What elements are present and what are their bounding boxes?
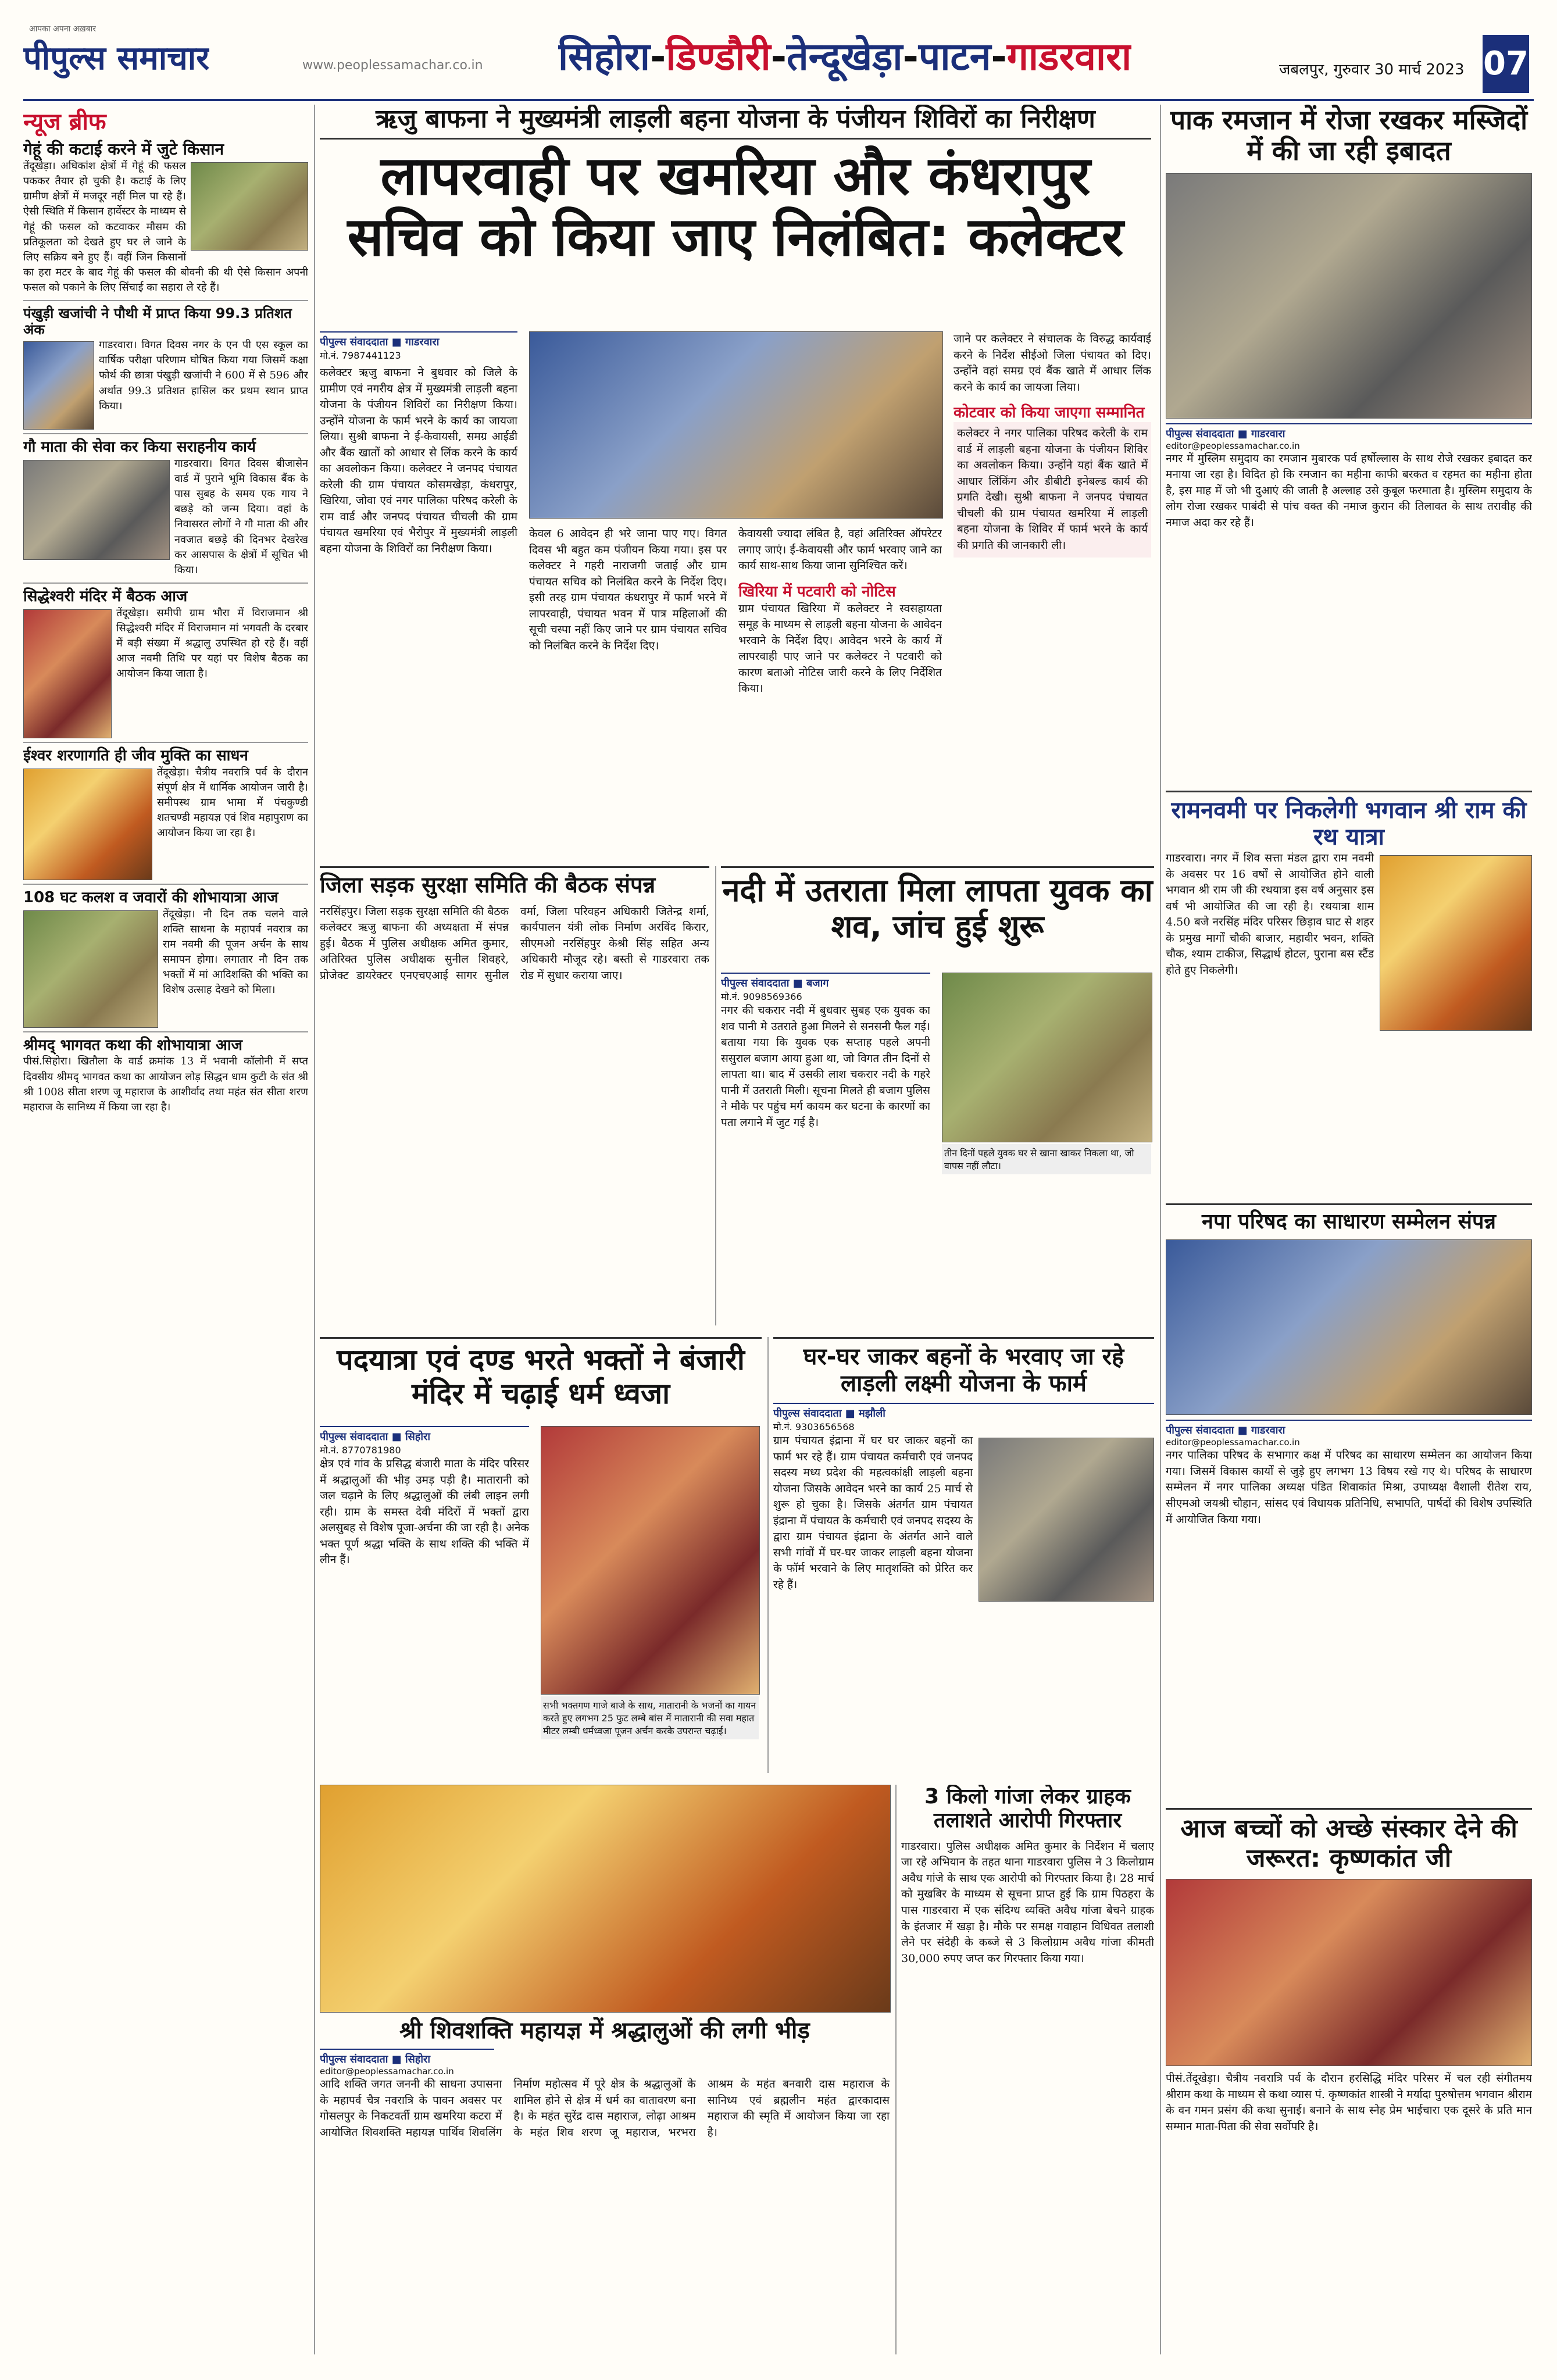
- sanskar-headline: आज बच्चों को अच्छे संस्कार देने की जरूरत: कृष्णकांत जी: [1180, 1814, 1517, 1873]
- yagya-photo: [23, 769, 152, 880]
- napa-story: [1166, 1203, 1532, 1804]
- website-url[interactable]: www.peoplessamachar.co.in: [302, 58, 483, 73]
- ladli-text: ग्राम पंचायत इंद्राना में घर घर जाकर बहनों का फार्म भर रहे हैं। ग्राम पंचायत कर्मचारी एवं जनपद सदस्य मध्य प्रदेश की महत्वकांक्षी लाड़ली बहना योजना जिसके आवेदन भरने का कार्य 25 मार्च से शुरू हो चुका है। जिसके अंतर्गत ग्राम पंचायत इंद्राना में पंचायत के कर्मचारी एवं जनपद सदस्य के द्वारा ग्राम पंचायत इंद्राना के अंतर्गत आने वाले सभी गांवों में घर-घर जाकर लाड़ली बहना योजना के फॉर्म भरवाने के लिए मातृशक्ति को प्रेरित कर रहे हैं।: [773, 1434, 973, 1591]
- brief-title: 108 घट कलश व जवारों की शोभायात्रा आज: [23, 888, 278, 906]
- brief-title: गौ माता की सेवा कर किया सराहनीय कार्य: [23, 438, 256, 456]
- brief-title: ईश्वर शरणागति ही जीव मुक्ति का साधन: [23, 746, 248, 764]
- napa-headline: नपा परिषद का साधारण सम्मेलन संपन्न: [1201, 1210, 1496, 1234]
- padyatra-byline: पीपुल्स संवाददाता ■ सिहोरा: [320, 1426, 529, 1443]
- ganja-story: [901, 1785, 1154, 2360]
- brief-text: गाडरवारा। विगत दिवस बीजासेन वार्ड में पुराने भूमि विकास बैंक के पास सुबह के समय एक गाय ने बछड़े को जन्म दिया। वहां के निवासरत लोगों ने गौ माता की और नवजात बछड़े की दिनभर देखरेख कर आसपास के क्षेत्रों में सूचित भी किया।: [174, 458, 308, 576]
- napa-byline: पीपुल्स संवाददाता ■ गाडरवारा: [1166, 1420, 1532, 1437]
- ramzan-story: [1166, 105, 1532, 773]
- river-photo: [942, 973, 1152, 1142]
- lead-text-3: केवायसी ज्यादा लंबित है, वहां अतिरिक्त ऑपरेटर लगाए जाएं। ई-केवायसी और फार्म भरवाए जाने का कार्य साथ-साथ किया जाना सुनिश्चित करें।: [738, 527, 942, 573]
- page-number: 07: [1483, 35, 1529, 93]
- place-dindori: डिण्डौरी: [666, 34, 771, 79]
- council-meeting-photo: [1166, 1239, 1532, 1415]
- place-patan: पाटन: [918, 34, 991, 79]
- collector-inspection-photo: [529, 331, 943, 519]
- padyatra-mobile: मो.नं. 8770781980: [320, 1445, 401, 1456]
- student-photo: [23, 341, 94, 430]
- place-gadarwara: गाडरवारा: [1006, 34, 1132, 79]
- river-body-headline: नदी में उतराता मिला लापता युवक का शव, जांच हुई शुरू: [722, 872, 1153, 945]
- farm-harvest-photo: [191, 162, 308, 251]
- padyatra-story: [320, 1337, 762, 1781]
- ramzan-byline: पीपुल्स संवाददाता ■ गाडरवारा: [1166, 423, 1532, 441]
- place-sihora: सिहोरा: [558, 34, 650, 79]
- ramnavami-headline: रामनवमी पर निकलेगी भगवान श्री राम की रथ यात्रा: [1171, 797, 1527, 850]
- lead-text-4: जाने पर कलेक्टर ने संचालक के विरुद्ध कार्यवाई करने के निर्देश सीईओ जिला पंचायत को दिए। उन्होंने वहां समग्र एवं बैंक खाते में आधार लिंक करने के कार्य का जायजा लिया।: [954, 333, 1151, 394]
- ram-katha-photo: [1166, 1879, 1532, 2066]
- napa-email[interactable]: editor@peoplessamachar.co.in: [1166, 1437, 1300, 1448]
- sanskar-story: [1166, 1808, 1532, 2362]
- shivshakti-email[interactable]: editor@peoplessamachar.co.in: [320, 2066, 454, 2077]
- napa-text: नगर पालिका परिषद के सभागार कक्ष में परिषद का साधारण सम्मेलन का आयोजन किया गया। जिसमें विकास कार्यों से जुड़े हुए लगभग 13 विषय रखे गए थे। परिषद के साधारण सम्मेलन में नगर पालिका अध्यक्ष पंडित शिवाकांत मिश्रा, उपाध्यक्ष वैशाली रीतेश राय, सीएमओ जयश्री चौहान, सांसद एवं विधायक प्रतिनिधि, सभापति, पार्षदों की विशेष उपस्थिति में आयोजित किया गया।: [1166, 1449, 1532, 1526]
- padyatra-headline: पदयात्रा एवं दण्ड भरते भक्तों ने बंजारी मंदिर में चढ़ाई धर्म ध्वजा: [337, 1343, 745, 1410]
- lead-mobile: मो.नं. 7987441123: [320, 350, 401, 361]
- form-filling-photo: [979, 1438, 1154, 1602]
- ramnavami-story: [1166, 791, 1532, 1199]
- road-safety-story: [320, 866, 709, 1333]
- place-tendukheda: तेन्दूखेड़ा: [787, 34, 903, 79]
- ramnavami-text: गाडरवारा। नगर में शिव सत्ता मंडल द्वारा राम नवमी के अवसर पर 16 वर्षों से आयोजित होने वाली भगवान श्री राम जी की रथयात्रा इस वर्ष अनुसार इस वर्ष भी आयोजित की जा रही है। रथयात्रा शाम 4.50 बजे नरसिंह मंदिर परिसर छिड़ाव घाट से शहर के प्रमुख मार्गों चौकी बाजार, महावीर भवन, शक्ति चौक, श्याम टाकीज, सिद्धार्थ होटल, पुराना बस स्टैंड होते हुए निकलेगी।: [1166, 852, 1374, 977]
- ladli-headline: घर-घर जाकर बहनों के भरवाए जा रहे लाड़ली लक्ष्मी योजना के फार्म: [803, 1343, 1124, 1397]
- masthead: [23, 23, 1534, 101]
- river-body-text: नगर की चकरार नदी में बुधवार सुबह एक युवक का शव पानी मे उतराते हुआ मिलने से सनसनी फैल गई। बताया गया कि युवक एक सप्ताह पहले अपनी ससुराल बजाग आया हुआ था, जो विगत तीन दिनों से लापता था। बाद में उसकी लाश चकरार नदी के गहरे पानी में उतराती मिली। सूचना मिलते ही बजाग पुलिस ने मौके पर पहुंच मर्ग कायम कर घटना के कारणों का पता लगाने में जुट गई है।: [721, 1004, 930, 1129]
- road-safety-text: नरसिंहपुर। जिला सड़क सुरक्षा समिति की बैठक कलेक्टर ऋजु बाफना की अध्यक्षता में संपन्न हुई। बैठक में पुलिस अधीक्षक अमित कुमार, अतिरिक्त पुलिस अधीक्षक सुनील शिवहरे, प्रोजेक्ट डायरेक्टर एनएचएआई सागर सुनील वर्मा, जिला परिवहन अधिकारी जितेन्द्र शर्मा, कार्यपालन यंत्री लोक निर्माण अरविंद किरार, सीएमओ नरसिंहपुर केश्री सिंह सहित अन्य अधिकारी मौजूद रहे। बस्ती से गाडरवारा तक रोड में सुधार कराया जाए।: [320, 905, 709, 982]
- river-body-mobile: मो.नं. 9098569366: [721, 991, 802, 1002]
- lead-headline: लापरवाही पर खमरिया और कंधरापुर सचिव को किया जाए निलंबित: कलेक्टर: [347, 144, 1124, 269]
- river-body-byline: पीपुल्स संवाददाता ■ बजाग: [721, 973, 930, 990]
- padyatra-text: क्षेत्र एवं गांव के प्रसिद्ध बंजारी माता के मंदिर परिसर में श्रद्धालुओं की भीड़ उमड़ पड़ी है। मातारानी को जल चढ़ाने के लिए श्रद्धालुओं की लंबी लाइन लगी रही। ग्राम के समस्त देवी मंदिरों में भक्तों द्वारा अलसुबह से विशेष पूजा-अर्चना की जा रही है। अनेक भक्त पूर्ण श्रद्धा भक्ति के साथ शक्ति की भक्ति में लीन हैं।: [320, 1457, 529, 1567]
- shivshakti-byline: पीपुल्स संवाददाता ■ सिहोरा: [320, 2049, 494, 2066]
- ramzan-headline: पाक रमजान में रोजा रखकर मस्जिदों में की जा रही इबादत: [1170, 105, 1527, 166]
- brief-text: तेंदूखेड़ा। चैत्रीय नवरात्रि पर्व के दौरान संपूर्ण क्षेत्र में धार्मिक आयोजन जारी है। समीपस्थ ग्राम भामा में पंचकुण्डी शतचण्डी महायज्ञ एवं शिव महापुराण का आयोजन किया जा रहा है।: [157, 766, 308, 839]
- newspaper-logo: पीपुल्स समाचार: [23, 40, 210, 77]
- river-photo-caption: तीन दिनों पहले युवक घर से खाना खाकर निकला था, जो वापस नहीं लौटा।: [942, 1144, 1151, 1174]
- lead-subtext-khiriya: ग्राम पंचायत खिरिया में कलेक्टर ने स्वसहायता समूह के माध्यम से लाड़ली बहना योजना के आवेदन भरवाने के निर्देश दिए। आवेदन भरने के कार्य में लापरवाही पाए जाने पर कलेक्टर ने पटवारी को कारण बताओ नोटिस जारी करने के लिए निर्देशित किया।: [738, 602, 942, 695]
- ladli-mobile: मो.नं. 9303656568: [773, 1421, 855, 1432]
- ladli-story: [773, 1337, 1154, 1781]
- logo-tagline: आपका अपना अख़बार: [29, 24, 97, 34]
- news-brief-column: [23, 105, 308, 2360]
- ramzan-email[interactable]: editor@peoplessamachar.co.in: [1166, 440, 1300, 451]
- jawara-photo: [23, 910, 158, 1028]
- flag-procession-photo: [541, 1426, 760, 1695]
- road-safety-headline: जिला सड़क सुरक्षा समिति की बैठक संपन्न: [320, 872, 656, 898]
- ganja-text: गाडरवारा। पुलिस अधीक्षक अमित कुमार के निर्देशन में चलाए जा रहे अभियान के तहत थाना गाडरवारा पुलिस ने 3 किलोग्राम अवैध गांजे के साथ एक आरोपी को गिरफ्तार किया है। 28 मार्च को मुखबिर के माध्यम से सूचना प्राप्त हुई कि ग्राम पिठहरा के पास गाडरवारा में एक संदिग्ध व्यक्ति अवैध गांजा बेचने ग्राहक के इंतजार में खड़ा है। मौके पर समक्ष गवाहान विधिवत तलाशी लेने पर संदेही के कब्जे से 3 किलोग्राम अवैध गांजा कीमती 30,000 रुपए जप्त कर गिरफ्तार किया गया।: [901, 1839, 1154, 1965]
- ladli-byline: पीपुल्स संवाददाता ■ मझौली: [773, 1403, 1154, 1420]
- lead-subhead-kotwar: कोटवार को किया जाएगा सम्मानित: [954, 404, 1145, 422]
- shivshakti-text: आदि शक्ति जगत जननी की साधना उपासना के महापर्व चैत्र नवरात्रि के पावन अवसर पर गोसलपुर के निकटवर्ती ग्राम खमरिया कटरा में आयोजित शिवशक्ति महायज्ञ पार्थिव शिवलिंग निर्माण महोत्सव में पूरे क्षेत्र के श्रद्धालुओं के शामिल होने से क्षेत्र में धर्म का वातावरण बना है। के महंत सुरेंद्र दास महाराज, लोढ़ा आश्रम के महंत शिव शरण जू महाराज, भरभरा आश्रम के महंत बनवारी दास महाराज के सानिध्य एवं ब्रह्मलीन महंत द्वारकादास महाराज की स्मृति में आयोजन किया जा रहा है।: [320, 2078, 890, 2139]
- brief-title: सिद्धेश्वरी मंदिर में बैठक आज: [23, 587, 188, 605]
- brief-text: तेंदूखेड़ा। अधिकांश क्षेत्रों में गेहूं की फसल पककर तैयार हो चुकी है। कटाई के लिए ग्रामीण क्षेत्रों में मजदूर नहीं मिल पा रहे हैं। ऐसी स्थिति में किसान हार्वेस्टर के माध्यम से गेहूं की फसल को कटवाकर मौसम की प्रतिकूलता को देखते हुए घर ले जाने के लिए सक्रिय बने हुए हैं। वहीं जिन किसानों का हरा मटर के बाद गेहूं की फसल की बोवनी की थी ऐसे किसान अपनी फसल को पकाने के लिए सिंचाई का सहारा ले रहे हैं।: [23, 160, 308, 294]
- brief-text: तेंदूखेड़ा। समीपी ग्राम भौरा में विराजमान श्री सिद्धेश्वरी मंदिर में विराजमान मां भगवती के दरबार में बड़ी संख्या में श्रद्धालु उपस्थित हो रहे हैं। वहीं आज नवमी तिथि पर यहां पर विशेष बैठक का आयोजन किया जाता है।: [116, 606, 308, 680]
- sanskar-text: पीसं.तेंदूखेड़ा। चैत्रीय नवरात्रि पर्व के दौरान हरसिद्धि मंदिर परिसर में चल रही संगीतमय श्रीराम कथा के माध्यम से कथा व्यास पं. कृष्णकांत शास्त्री ने मर्यादा पुरुषोत्तम भगवान श्रीराम के वन गमन प्रसंग की कथा सुनाई। बनाने के साथ स्नेह प्रेम भाईचारा एक दूसरे के प्रति मान सम्मान माता-पिता की सेवा सर्वोपरि है।: [1166, 2072, 1532, 2133]
- lead-byline: पीपुल्स संवाददाता ■ गाडरवारा: [320, 331, 517, 349]
- brief-text: तेंदूखेड़ा। नौ दिन तक चलने वाले शक्ति साधना के महापर्व नवरात्र का राम नवमी की पूजन अर्चन के साथ समापन होगा। लगातार नौ दिन तक भक्तों में मां आदिशक्ति की भक्ति का विशेष उत्साह देखने को मिला।: [163, 907, 308, 996]
- lead-subhead-khiriya: खिरिया में पटवारी को नोटिस: [738, 583, 896, 601]
- lead-story: [320, 105, 1151, 855]
- lord-ram-photo: [1380, 855, 1532, 1031]
- brief-text: पीसं.सिहोरा। खितौला के वार्ड क्रमांक 13 में भवानी कॉलोनी में सप्त दिवसीय श्रीमद् भागवत कथा का आयोजन लोड़ सिद्धन धाम कुटी के संत श्री श्री 1008 सीता शरण जू महाराज के आशीर्वाद तथा महंत संत सीता शरण महाराज के सानिध्य में किया जा रहा है।: [23, 1055, 308, 1113]
- river-body-story: [721, 866, 1154, 1333]
- news-brief-label: न्यूज ब्रीफ: [23, 109, 106, 135]
- mosque-prayer-photo: [1166, 173, 1532, 419]
- shivshakti-headline: श्री शिवशक्ति महायज्ञ में श्रद्धालुओं की लगी भीड़: [399, 2017, 810, 2044]
- ganja-headline: 3 किलो गांजा लेकर ग्राहक तलाशते आरोपी गिरफ्तार: [924, 1785, 1131, 1833]
- lead-text-2: केवल 6 आवेदन ही भरे जाना पाए गए। विगत दिवस भी बहुत कम पंजीयन किया गया। इस पर कलेक्टर ने गहरी नाराजगी जताई और ग्राम पंचायत सचिव को निलंबित करने के निर्देश दिए। इसी तरह ग्राम पंचायत कंधरापुर में फार्म भरने में लापरवाही, पंचायत भवन में पात्र महिलाओं की सूची चस्पा नहीं किए जाने पर ग्राम पंचायत सचिव को निलंबित करने के निर्देश दिए।: [529, 527, 727, 652]
- mahayagya-photo: [320, 1785, 891, 2013]
- flag-procession-caption: सभी भक्तगण गाजे बाजे के साथ, मातारानी के भजनों का गायन करते हुए लगभग 25 फुट लम्बे बांस में मातारानी की सवा महात मीटर लम्बी धर्मध्वजा पूजन अर्चन करके उपरान्त चढ़ाई।: [541, 1696, 759, 1739]
- edition-places: सिहोरा-डिण्डौरी-तेन्दूखेड़ा-पाटन-गाडरवारा: [558, 34, 1132, 79]
- temple-idol-photo: [23, 609, 112, 738]
- lead-text-1: कलेक्टर ऋजु बाफना ने बुधवार को जिले के ग्रामीण एवं नगरीय क्षेत्र में मुख्यमंत्री लाड़ली बहना योजना के पंजीयन शिविरों का निरीक्षण किया। उन्होंने योजना के फार्म भरने के कार्य का जायजा लिया। सुश्री बाफना ने ई-केवायसी, समग्र आईडी और बैंक खातों को आधार से लिंक करने के कार्य का अवलोकन किया। कलेक्टर ने जनपद पंचायत करेली की ग्राम पंचायत कोसमखेड़ा, कंधरापुर, खिरिया, जोवा एवं नगर पालिका परिषद करेली के राम वार्ड और जनपद पंचायत चीचली की ग्राम पंचायत खमरिया एवं भैरोपुर में मुख्यमंत्री लाड़ली बहना योजना के शिविरों का निरीक्षण किया।: [320, 366, 517, 556]
- brief-title: गेहूं की कटाई करने में जुटे किसान: [23, 140, 224, 159]
- lead-subtext-kotwar: कलेक्टर ने नगर पालिका परिषद करेली के राम वार्ड में लाड़ली बहना योजना के पंजीयन शिविर का अवलोकन किया। उन्होंने यहां बैंक खाते में आधार लिंकिंग और डीबीटी इनेबल्ड कार्य की प्रगति देखी। सुश्री बाफना ने जनपद पंचायत चीचली की ग्राम पंचायत खमरिया में लाड़ली बहना योजना के शिविर में फार्म भरने के कार्य की प्रगति की जानकारी ली।: [954, 422, 1151, 557]
- brief-title: पंखुड़ी खजांची ने पौथी में प्राप्त किया 99.3 प्रतिशत अंक: [23, 305, 292, 338]
- cow-calf-photo: [23, 460, 170, 560]
- shivshakti-story: [320, 2017, 890, 2360]
- ramzan-text: नगर में मुस्लिम समुदाय का रमजान मुबारक पर्व हर्षोल्लास के साथ रोजे रखकर इबादत कर मनाया जा रहा है। विदित हो कि रमजान का महीना काफी बरकत व रहमत का महीना होता है, इस माह में जो भी दुआएं की जाती है अल्लाह उसे कुबूल फरमाता है। मुस्लिम समुदाय के लोग रोजा रखकर पाबंदी से पांच वक्त की नमाज कुरान की तिलावत के साथ तरावीह की नमाज अदा कर रहे हैं।: [1166, 452, 1532, 529]
- dateline: जबलपुर, गुरुवार 30 मार्च 2023: [1279, 61, 1465, 78]
- brief-text: गाडरवारा। विगत दिवस नगर के एन पी एस स्कूल का वार्षिक परीक्षा परिणाम घोषित किया गया जिसमें कक्षा फोर्थ की छात्रा पंखुड़ी खजांची ने 600 में से 596 और अर्थात 99.3 प्रतिशत हासिल कर प्रथम स्थान प्राप्त किया।: [99, 339, 308, 412]
- lead-kicker: ऋजु बाफना ने मुख्यमंत्री लाड़ली बहना योजना के पंजीयन शिविरों का निरीक्षण: [320, 105, 1151, 140]
- brief-title: श्रीमद् भागवत कथा की शोभायात्रा आज: [23, 1036, 242, 1054]
